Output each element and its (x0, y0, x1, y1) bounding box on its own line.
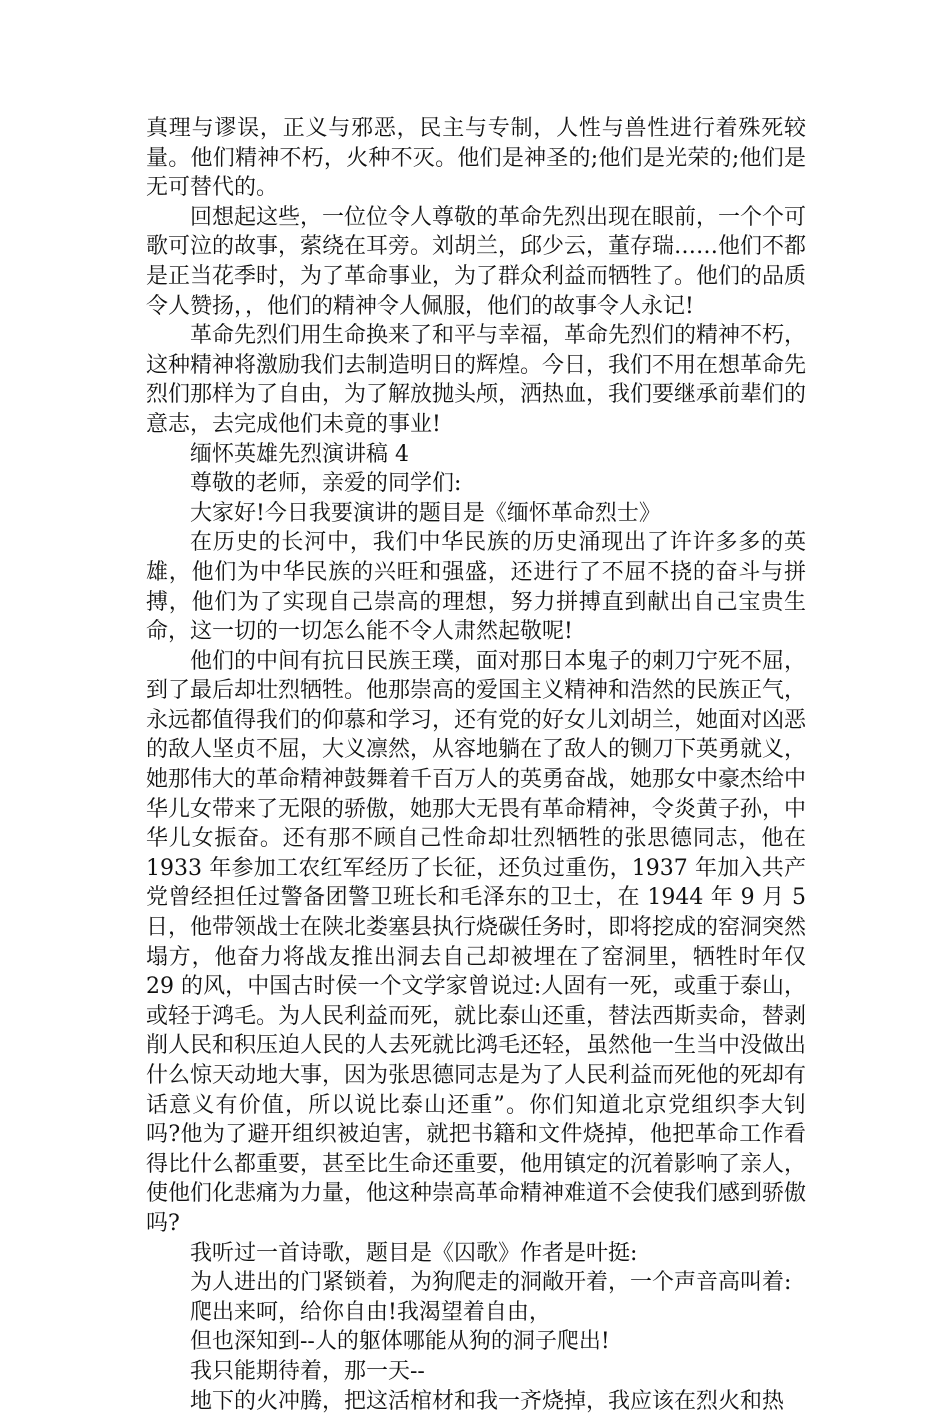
paragraph: 他们的中间有抗日民族王璞，面对那日本鬼子的刺刀宁死不屈，到了最后却壮烈牺牲。他那崇高的爱国主义精神和浩然的民族正气，永远都值得我们的仰慕和学习，还有党的好女儿刘胡兰，她面对凶恶的敌人坚贞不屈，大义凛然，从容地躺在了敌人的铡刀下英勇就义，她那伟大的革命精神鼓舞着千百万人的英勇奋战，她那女中豪杰给中华儿女带来了无限的骄傲，她那大无畏有革命精神，令炎黄子孙，中华儿女振奋。还有那不顾自己性命却壮烈牺牲的张思德同志，他在 1933 年参加工农红军经历了长征，还负过重伤，1937 年加入共产党曾经担任过警备团警卫班长和毛泽东的卫士，在 1944 年 9 月 5 日，他带领战士在陕北娄塞县执行烧碳任务时，即将挖成的窑洞突然塌方，他奋力将战友推出洞去自己却被埋在了窑洞里，牺牲时年仅 29 的风，中国古时侯一个文学家曾说过:人固有一死，或重于泰山，或轻于鸿毛。为人民利益而死，就比泰山还重，替法西斯卖命，替剥削人民和积压迫人民的人去死就比鸿毛还轻，虽然他一生当中没做出什么惊天动地大事，因为张思德同志是为了人民利益而死他的死却有话意义有价值，所以说比泰山还重”。你们知道北京党组织李大钊吗?他为了避开组织被迫害，就把书籍和文件烧掉，他把革命工作看得比什么都重要，甚至比生命还重要，他用镇定的沉着影响了亲人，使他们化悲痛为力量，他这种崇高革命精神难道不会使我们感到骄傲吗? (146, 648, 807, 1236)
poem-line: 地下的火冲腾，把这活棺材和我一齐烧掉，我应该在烈火和热 (190, 1388, 785, 1414)
poem-line: 爬出来呵，给你自由!我渴望着自由， (190, 1299, 551, 1325)
poem-line: 但也深知到--人的躯体哪能从狗的洞子爬出! (190, 1329, 610, 1355)
paragraph: 真理与谬误，正义与邪恶，民主与专制，人性与兽性进行着殊死较量。他们精神不朽，火种不灭。他们是神圣的;他们是光荣的;他们是无可替代的。 (146, 116, 806, 201)
section-heading: 缅怀英雄先烈演讲稿 4 (190, 441, 409, 467)
paragraph: 我听过一首诗歌，题目是《囚歌》作者是叶挺: (190, 1240, 638, 1266)
paragraph: 在历史的长河中，我们中华民族的历史涌现出了许许多多的英雄，他们为中华民族的兴旺和强盛，还进行了不屈不挠的奋斗与拼搏，他们为了实现自己崇高的理想，努力拼搏直到献出自己宝贵生命，这一切的一切怎么能不令人肃然起敬呢! (146, 530, 806, 645)
paragraph: 大家好!今日我要演讲的题目是《缅怀革命烈士》 (190, 500, 661, 526)
poem-line: 为人进出的门紧锁着，为狗爬走的洞敞开着，一个声音高叫着: (190, 1270, 792, 1296)
salutation: 尊敬的老师，亲爱的同学们: (190, 471, 462, 497)
paragraph: 回想起这些，一位位令人尊敬的革命先烈出现在眼前，一个个可歌可泣的故事，萦绕在耳旁。刘胡兰，邱少云，董存瑞……他们不都是正当花季时，为了革命事业，为了群众利益而牺牲了。他们的品质令人赞扬，，他们的精神令人佩服，他们的故事令人永记! (146, 204, 807, 319)
poem-line: 我只能期待着，那一天-- (190, 1358, 425, 1384)
paragraph: 革命先烈们用生命换来了和平与幸福，革命先烈们的精神不朽，这种精神将激励我们去制造明日的辉煌。今日，我们不用在想革命先烈们那样为了自由，为了解放抛头颅，洒热血，我们要继承前辈们的意志，去完成他们未竟的事业! (146, 323, 807, 437)
document-body (146, 114, 806, 1416)
